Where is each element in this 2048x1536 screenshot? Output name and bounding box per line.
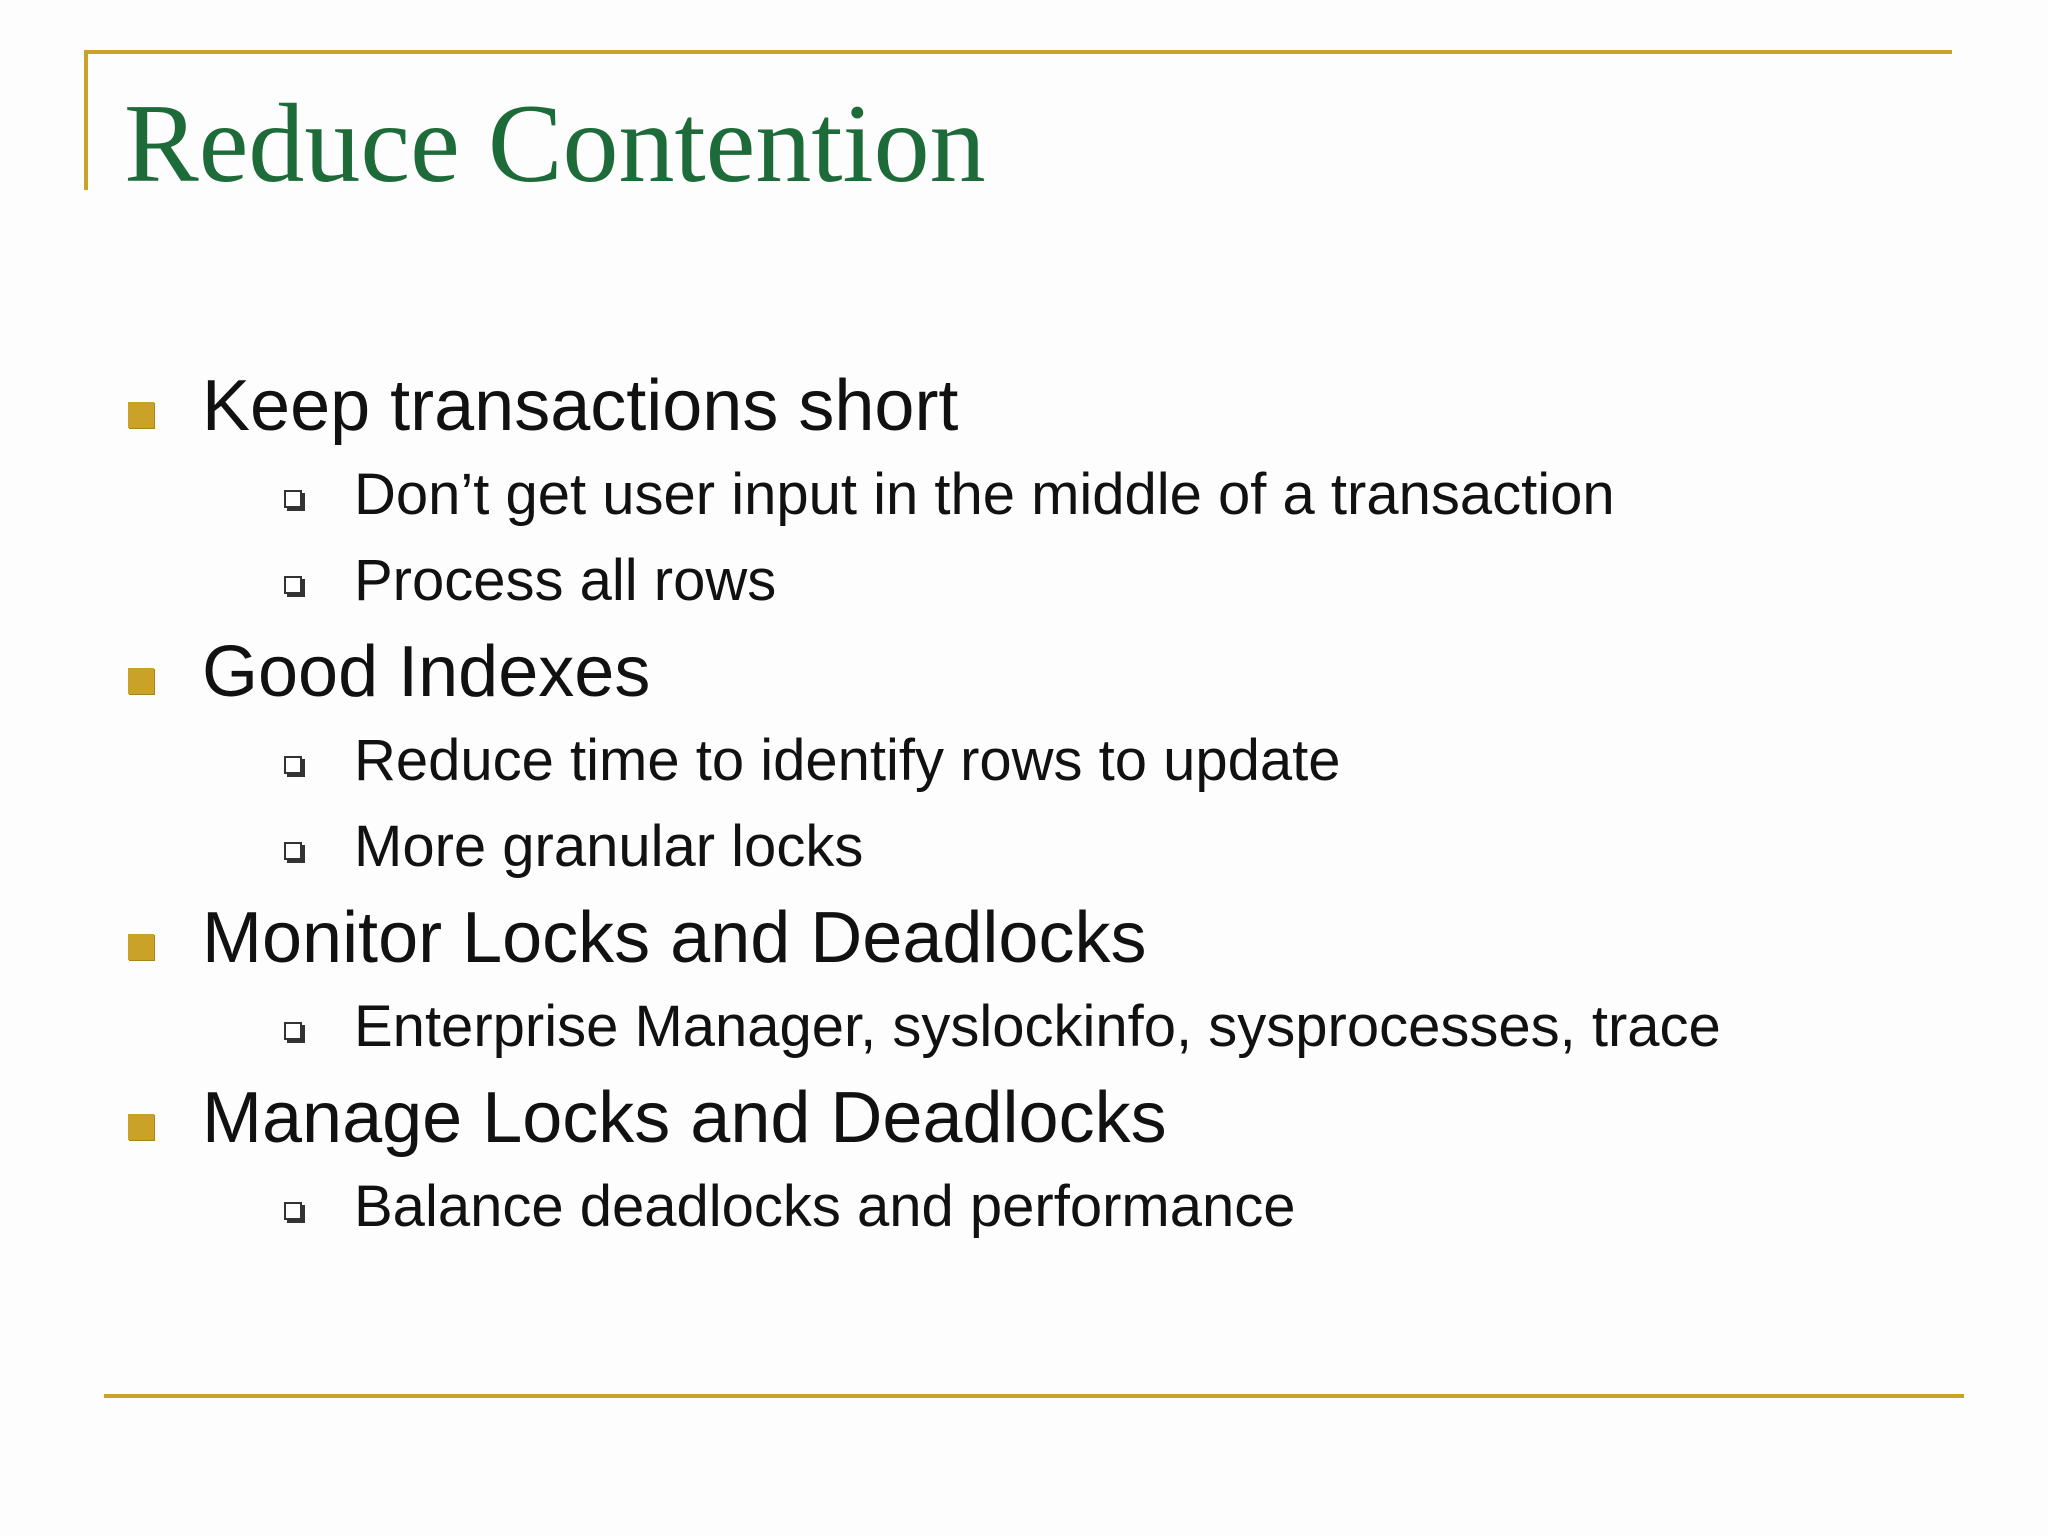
bullet-list (126, 360, 1966, 1250)
sub-bullet-list (202, 984, 1966, 1070)
sub-bullet-item (202, 718, 1966, 804)
bullet-item (126, 626, 1966, 890)
sub-bullet-list (202, 1164, 1966, 1250)
hollow-square-bullet-icon (284, 490, 302, 508)
bottom-rule (104, 1394, 1964, 1398)
hollow-square-bullet-icon (284, 756, 302, 774)
sub-bullet-text: Enterprise Manager, syslockinfo, sysprocesses, trace (354, 994, 1721, 1059)
sub-bullet-text: More granular locks (354, 814, 864, 879)
slide-content (126, 360, 1966, 1252)
sub-bullet-item (202, 1164, 1966, 1250)
slide-title: Reduce Contention (124, 82, 986, 206)
square-bullet-icon (128, 1114, 154, 1140)
bullet-text: Manage Locks and Deadlocks (202, 1078, 1167, 1158)
bullet-text: Good Indexes (202, 632, 651, 712)
square-bullet-icon (128, 668, 154, 694)
sub-bullet-list (202, 452, 1966, 624)
bullet-text: Monitor Locks and Deadlocks (202, 898, 1147, 978)
sub-bullet-item (202, 804, 1966, 890)
sub-bullet-list (202, 718, 1966, 890)
sub-bullet-text: Don’t get user input in the middle of a transaction (354, 462, 1615, 527)
top-rule (84, 50, 1952, 54)
hollow-square-bullet-icon (284, 1022, 302, 1040)
bullet-text: Keep transactions short (202, 366, 959, 446)
sub-bullet-text: Balance deadlocks and performance (354, 1174, 1296, 1239)
sub-bullet-item (202, 452, 1966, 538)
sub-bullet-item (202, 538, 1966, 624)
hollow-square-bullet-icon (284, 576, 302, 594)
bullet-item (126, 1072, 1966, 1250)
square-bullet-icon (128, 934, 154, 960)
hollow-square-bullet-icon (284, 1202, 302, 1220)
sub-bullet-item (202, 984, 1966, 1070)
sub-bullet-text: Process all rows (354, 548, 777, 613)
square-bullet-icon (128, 402, 154, 428)
sub-bullet-text: Reduce time to identify rows to update (354, 728, 1341, 793)
hollow-square-bullet-icon (284, 842, 302, 860)
left-rule (84, 50, 88, 190)
bullet-item (126, 892, 1966, 1070)
bullet-item (126, 360, 1966, 624)
